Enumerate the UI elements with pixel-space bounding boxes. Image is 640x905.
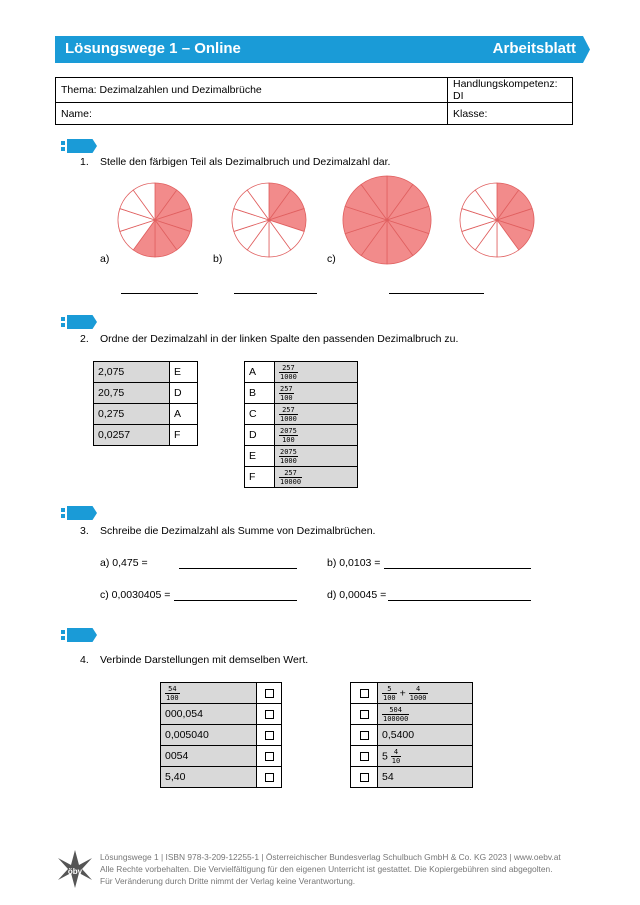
pie-chart bbox=[232, 183, 306, 257]
table-row bbox=[245, 383, 358, 404]
mixed-whole: 5 bbox=[382, 749, 388, 762]
checkbox[interactable] bbox=[265, 689, 274, 698]
answer-line-c[interactable] bbox=[174, 600, 297, 601]
fraction: $\frac{2075}{100}$ bbox=[280, 426, 297, 444]
footer-line: Lösungswege 1 | ISBN 978-3-209-12255-1 | Österreichischer Bundesverlag Schulbuch GmbH & Co. KG 2023 | www.oebv.at bbox=[100, 852, 561, 862]
match-table-right bbox=[350, 682, 473, 788]
fraction-cell bbox=[275, 362, 358, 383]
table-row bbox=[161, 683, 282, 704]
publisher-logo bbox=[56, 848, 94, 890]
fraction: $\frac{257}{100}$ bbox=[280, 384, 293, 402]
label-c: c) bbox=[327, 253, 336, 265]
table-row bbox=[351, 725, 473, 746]
task-number: 3. bbox=[80, 525, 89, 537]
table-row bbox=[245, 467, 358, 488]
decimal-table bbox=[93, 361, 198, 446]
task-text: Ordne der Dezimalzahl in der linken Spalte den passenden Dezimalbruch zu. bbox=[100, 333, 459, 345]
checkbox[interactable] bbox=[360, 773, 369, 782]
table-row bbox=[94, 383, 198, 404]
task-text: Verbinde Darstellungen mit demselben Wert. bbox=[100, 654, 309, 666]
fraction-letter: E bbox=[245, 446, 275, 467]
footer bbox=[100, 851, 590, 887]
table-row bbox=[161, 725, 282, 746]
answer-line-d[interactable] bbox=[388, 600, 531, 601]
value-cell bbox=[378, 683, 473, 704]
sum-item-b: b) 0,0103 = bbox=[327, 557, 381, 569]
table-row bbox=[161, 746, 282, 767]
task-number: 2. bbox=[80, 333, 89, 345]
table-row bbox=[94, 425, 198, 446]
fraction-letter: F bbox=[245, 467, 275, 488]
competence-cell: Handlungskompetenz: DI bbox=[448, 78, 573, 103]
table-row bbox=[94, 404, 198, 425]
match-table-left bbox=[160, 682, 282, 788]
pie-chart bbox=[343, 176, 431, 264]
answer-letter[interactable]: A bbox=[170, 404, 198, 425]
plus-sign: + bbox=[399, 686, 406, 699]
sum-item-a: a) 0,475 = bbox=[100, 557, 148, 569]
fraction: $\frac{4}{1000}$ bbox=[409, 684, 427, 702]
series-title: Lösungswege 1 – Online bbox=[65, 40, 241, 57]
decimal-value: 2,075 bbox=[94, 362, 170, 383]
table-row bbox=[351, 767, 473, 788]
fraction-cell bbox=[275, 383, 358, 404]
value-cell: 0054 bbox=[161, 746, 257, 767]
topic-cell: Thema: Dezimalzahlen und Dezimalbrüche bbox=[56, 78, 448, 103]
value-cell: 000,054 bbox=[161, 704, 257, 725]
pie-charts bbox=[110, 175, 550, 265]
table-row bbox=[161, 767, 282, 788]
table-row bbox=[351, 683, 473, 704]
task-icon bbox=[61, 506, 97, 520]
fraction: $\frac{257}{1000}$ bbox=[280, 405, 297, 423]
sum-item-d: d) 0,00045 = bbox=[327, 589, 387, 601]
checkbox[interactable] bbox=[360, 731, 369, 740]
class-field[interactable]: Klasse: bbox=[448, 103, 573, 125]
checkbox[interactable] bbox=[360, 752, 369, 761]
fraction-letter: D bbox=[245, 425, 275, 446]
fraction-cell bbox=[275, 404, 358, 425]
task-number: 4. bbox=[80, 654, 89, 666]
table-row bbox=[94, 362, 198, 383]
pie-chart bbox=[460, 183, 534, 257]
fraction: $\frac{5}{100}$ bbox=[383, 684, 396, 702]
fraction-cell bbox=[275, 467, 358, 488]
fraction: $\frac{504}{100000}$ bbox=[383, 705, 409, 723]
fraction: $\frac{4}{10}$ bbox=[391, 747, 401, 765]
fraction-cell bbox=[275, 425, 358, 446]
task-text: Schreibe die Dezimalzahl als Summe von Dezimalbrüchen. bbox=[100, 525, 376, 537]
answer-line-b[interactable] bbox=[234, 293, 317, 294]
info-table bbox=[55, 77, 573, 125]
header-banner bbox=[55, 36, 590, 63]
value-cell bbox=[161, 683, 257, 704]
value-cell: 5,40 bbox=[161, 767, 257, 788]
fraction: $\frac{2075}{1000}$ bbox=[280, 447, 297, 465]
answer-letter[interactable]: E bbox=[170, 362, 198, 383]
answer-letter[interactable]: D bbox=[170, 383, 198, 404]
fraction: $\frac{257}{1000}$ bbox=[280, 363, 297, 381]
task-number: 1. bbox=[80, 156, 89, 168]
fraction-table bbox=[244, 361, 358, 488]
checkbox[interactable] bbox=[360, 689, 369, 698]
table-row bbox=[245, 425, 358, 446]
label-b: b) bbox=[213, 253, 223, 265]
table-row bbox=[351, 746, 473, 767]
task-icon bbox=[61, 628, 97, 642]
fraction-letter: A bbox=[245, 362, 275, 383]
decimal-value: 0,0257 bbox=[94, 425, 170, 446]
task-icon bbox=[61, 139, 97, 153]
answer-line-c[interactable] bbox=[389, 293, 484, 294]
logo-text: öbv bbox=[67, 867, 83, 876]
checkbox[interactable] bbox=[265, 731, 274, 740]
footer-line: Alle Rechte vorbehalten. Die Vervielfältigung für den eigenen Unterricht ist gestattet. Die Kopiergebühren sind abgegolten. bbox=[100, 864, 553, 874]
fraction-cell bbox=[275, 446, 358, 467]
table-row bbox=[245, 404, 358, 425]
footer-line: Für Veränderung durch Dritte nimmt der Verlag keine Verantwortung. bbox=[100, 876, 356, 886]
answer-line-a[interactable] bbox=[121, 293, 198, 294]
value-cell: 54 bbox=[378, 767, 473, 788]
answer-line-b[interactable] bbox=[384, 568, 531, 569]
checkbox[interactable] bbox=[360, 710, 369, 719]
fraction-letter: C bbox=[245, 404, 275, 425]
fraction-letter: B bbox=[245, 383, 275, 404]
checkbox[interactable] bbox=[265, 710, 274, 719]
decimal-value: 20,75 bbox=[94, 383, 170, 404]
value-cell: 0,5400 bbox=[378, 725, 473, 746]
table-row bbox=[245, 362, 358, 383]
sheet-type: Arbeitsblatt bbox=[492, 40, 576, 57]
decimal-value: 0,275 bbox=[94, 404, 170, 425]
value-cell bbox=[378, 704, 473, 725]
answer-letter[interactable]: F bbox=[170, 425, 198, 446]
name-field[interactable]: Name: bbox=[56, 103, 448, 125]
table-row bbox=[161, 704, 282, 725]
task-text: Stelle den färbigen Teil als Dezimalbruch und Dezimalzahl dar. bbox=[100, 156, 391, 168]
pie-chart bbox=[118, 183, 192, 257]
task-icon bbox=[61, 315, 97, 329]
fraction: $\frac{54}{100}$ bbox=[166, 684, 179, 702]
answer-line-a[interactable] bbox=[179, 568, 297, 569]
value-cell bbox=[378, 746, 473, 767]
table-row bbox=[351, 704, 473, 725]
value-cell: 0,005040 bbox=[161, 725, 257, 746]
table-row bbox=[245, 446, 358, 467]
checkbox[interactable] bbox=[265, 752, 274, 761]
sum-item-c: c) 0,0030405 = bbox=[100, 589, 171, 601]
fraction: $\frac{257}{10000}$ bbox=[280, 468, 302, 486]
label-a: a) bbox=[100, 253, 110, 265]
checkbox[interactable] bbox=[265, 773, 274, 782]
